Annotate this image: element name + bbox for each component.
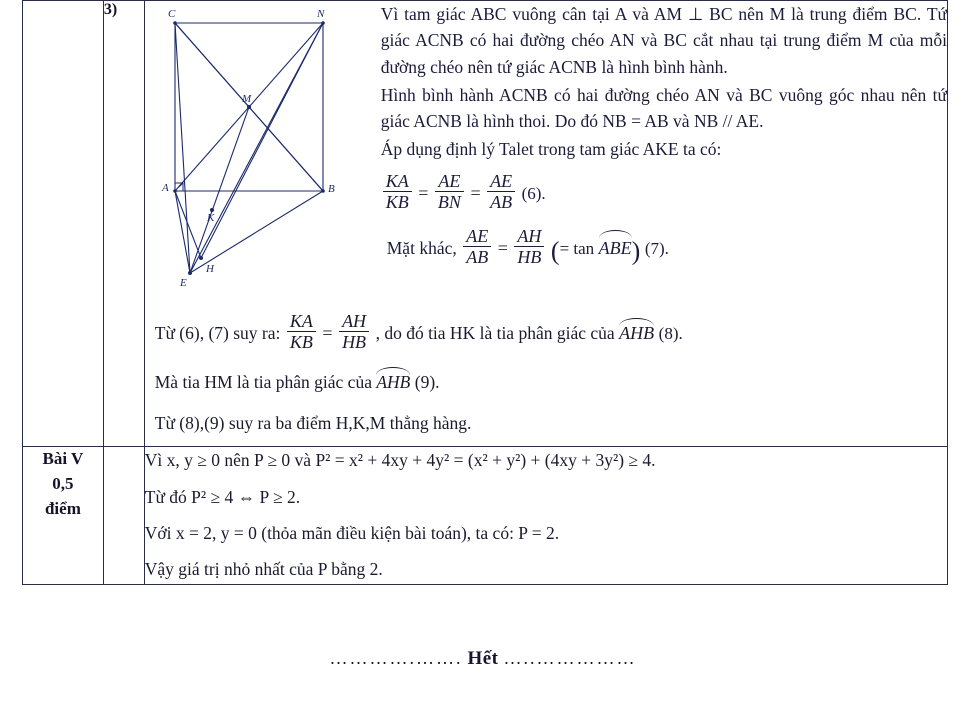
line-9-lead: Mà tia HM là tia phân giác của: [154, 372, 372, 393]
row-label-baiv: [23, 447, 104, 585]
part3-content: [145, 1, 947, 434]
svg-text:M: M: [241, 93, 251, 105]
equation-7: Mặt khác, $\frac{AE}{AB}$ = $\frac{AH}{HB}$ (= tan ABE) (7).: [386, 225, 669, 267]
equation-6: $\frac{KA}{KB}$ = $\frac{AE}{BN}$ = $\frac{AE}{AB}$ (6).: [381, 171, 947, 212]
paragraph-3: Áp dụng định lý Talet trong tam giác AKE ta có:: [380, 139, 722, 160]
angle-abe: ABE: [599, 233, 632, 262]
table-row-baiv: [23, 447, 948, 585]
answer-table: [22, 0, 948, 585]
line-9: [155, 370, 947, 393]
equation-8-lead: Từ (6), (7) suy ra:: [154, 322, 281, 343]
footer-dots-left: ………….…….: [329, 648, 463, 668]
baiv-number: [103, 447, 144, 585]
footer-text: Hết: [467, 648, 499, 669]
baiv-label-line-2: 0,5: [52, 473, 74, 493]
close-paren: ): [631, 236, 641, 266]
fraction-ah-hb: $\frac{AH}{HB}$: [514, 226, 544, 267]
part-number: 3): [103, 1, 144, 447]
geometry-figure-svg: [145, 1, 373, 301]
line-10: Từ (8),(9) suy ra ba điểm H,K,M thẳng hàng.: [154, 413, 472, 434]
svg-text:B: B: [327, 183, 335, 195]
paragraph-2: Hình bình hành ACNB có hai đường chéo AN và BC vuông góc nhau nên tứ giác ACNB là hình thoi. Do đó NB = AB và NB // AE.: [380, 84, 947, 131]
table-row-part3: [23, 1, 948, 447]
footer-dots-right: …..……………: [503, 648, 637, 668]
part3-text-column: [381, 1, 947, 297]
svg-text:H: H: [205, 263, 214, 275]
equation-6-tag: (6).: [521, 183, 546, 203]
equation-7-tan: = tan: [559, 238, 595, 258]
paragraph-1: Vì tam giác ABC vuông cân tại A và AM ⊥ BC nên M là trung điểm BC. Tứ giác ACNB có hai đường chéo AN và BC cắt nhau tại trung điểm M của mỗi đường chéo nên tứ giác ACNB là hình bình hành.: [380, 4, 947, 77]
fraction-ka-kb: $\frac{KA}{KB}$: [383, 171, 412, 212]
equation-7-lead: Mặt khác,: [386, 237, 457, 258]
baiv-body: [144, 447, 947, 585]
open-paren: (: [550, 236, 560, 266]
baiv-label-line-1: Bài V: [42, 449, 84, 469]
svg-text:C: C: [167, 8, 176, 20]
equation-7-tag: (7).: [644, 238, 669, 258]
svg-text:E: E: [179, 277, 187, 289]
svg-text:A: A: [161, 182, 169, 194]
baiv-label-line-3: điểm: [44, 498, 81, 518]
angle-ahb-2: AHB: [376, 372, 411, 393]
baiv-line-4: Vậy giá trị nhỏ nhất của P bằng 2.: [144, 559, 383, 580]
svg-text:K: K: [206, 212, 215, 224]
equation-8: Từ (6), (7) suy ra: $\frac{KA}{KB}$ = $\frac{AH}{HB}$ , do đó tia HK là tia phân giác của AHB (8).: [154, 311, 683, 353]
baiv-line-3: Với x = 2, y = 0 (thỏa mãn điều kiện bài toán), ta có: P = 2.: [144, 522, 560, 543]
footer: [0, 648, 966, 670]
equation-8-mid: , do đó tia HK là tia phân giác của: [375, 322, 615, 343]
svg-text:N: N: [316, 8, 325, 20]
fraction-ka-kb-2: $\frac{KA}{KB}$: [287, 311, 316, 352]
fraction-ah-hb-2: $\frac{AH}{HB}$: [339, 311, 369, 352]
part3-body: [144, 1, 947, 447]
fraction-ae-bn: $\frac{AE}{BN}$: [435, 171, 464, 212]
fraction-ae-ab: $\frac{AE}{AB}$: [487, 171, 515, 212]
equation-8-tag: (8).: [658, 323, 683, 343]
baiv-line-2: Từ đó P² ≥ 4 ⇔ P ≥ 2.: [144, 486, 301, 507]
fraction-ae-ab-2: $\frac{AE}{AB}$: [463, 226, 491, 267]
row-label-empty: [23, 1, 104, 447]
angle-ahb: AHB: [619, 322, 655, 343]
geometry-figure: [145, 1, 373, 301]
line-9-tag: (9).: [414, 372, 440, 393]
baiv-line-1: Vì x, y ≥ 0 nên P ≥ 0 và P² = x² + 4xy + 4y² = (x² + y²) + (4xy + 3y²) ≥ 4.: [144, 450, 656, 471]
